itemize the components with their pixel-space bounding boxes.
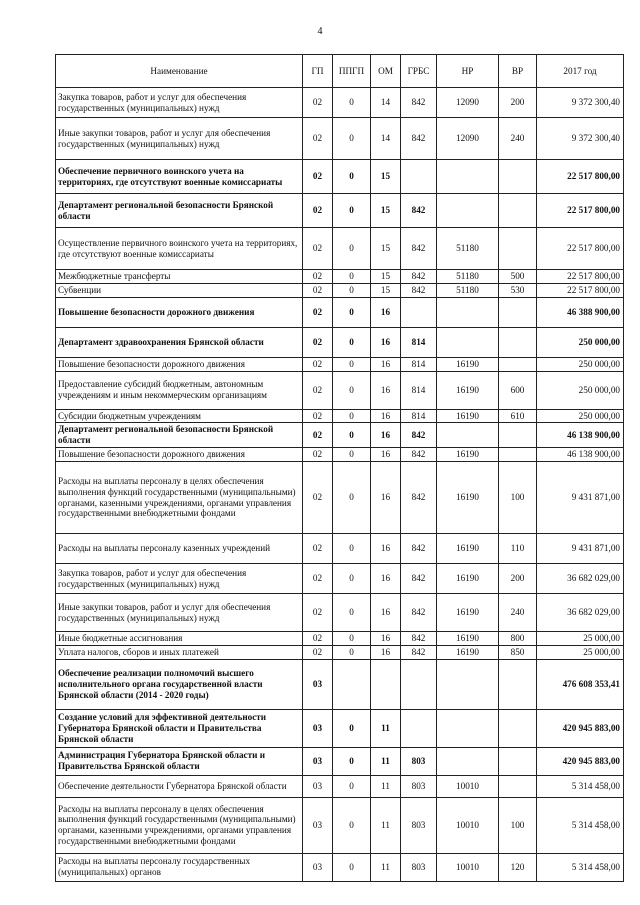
table-row xyxy=(56,632,624,646)
cell-om: 16 xyxy=(371,371,401,409)
cell-grbs: 803 xyxy=(401,853,437,881)
cell-nr: 16190 xyxy=(437,645,499,659)
table-row xyxy=(56,747,624,775)
cell-ppgp: 0 xyxy=(333,88,371,118)
cell-name: Иные бюджетные ассигнования xyxy=(56,632,303,646)
cell-gp: 02 xyxy=(303,534,333,564)
cell-vr xyxy=(499,747,537,775)
cell-name: Иные закупки товаров, работ и услуг для обеспечения государственных (муниципальных) нужд xyxy=(56,118,303,160)
cell-grbs: 842 xyxy=(401,194,437,228)
table-row xyxy=(56,709,624,747)
cell-nr: 16190 xyxy=(437,462,499,534)
cell-om: 16 xyxy=(371,534,401,564)
cell-vr xyxy=(499,448,537,462)
cell-name: Повышение безопасности дорожного движения xyxy=(56,448,303,462)
table-row xyxy=(56,371,624,409)
budget-table xyxy=(55,54,624,882)
cell-ppgp: 0 xyxy=(333,270,371,284)
cell-name: Расходы на выплаты персоналу в целях обеспечения выполнения функций государственными (муниципальными) органами, казенными учреждениями, органами управления государственными внебюджетными фондами xyxy=(56,797,303,853)
cell-gp: 02 xyxy=(303,409,333,423)
cell-grbs: 803 xyxy=(401,797,437,853)
cell-ppgp: 0 xyxy=(333,194,371,228)
cell-ppgp: 0 xyxy=(333,448,371,462)
cell-name: Расходы на выплаты персоналу казенных учреждений xyxy=(56,534,303,564)
table-row xyxy=(56,853,624,881)
cell-nr xyxy=(437,659,499,709)
table-row xyxy=(56,645,624,659)
cell-grbs: 842 xyxy=(401,462,437,534)
cell-grbs xyxy=(401,659,437,709)
cell-vr: 610 xyxy=(499,409,537,423)
cell-name: Межбюджетные трансферты xyxy=(56,270,303,284)
cell-vr: 800 xyxy=(499,632,537,646)
table-row xyxy=(56,194,624,228)
cell-grbs: 814 xyxy=(401,327,437,357)
cell-ppgp: 0 xyxy=(333,462,371,534)
cell-nr: 16190 xyxy=(437,448,499,462)
cell-grbs xyxy=(401,297,437,327)
cell-gp: 02 xyxy=(303,297,333,327)
cell-vr: 240 xyxy=(499,118,537,160)
header-vr: ВР xyxy=(499,55,537,88)
cell-nr: 12090 xyxy=(437,118,499,160)
cell-gp: 02 xyxy=(303,270,333,284)
table-row xyxy=(56,534,624,564)
header-grbs: ГРБС xyxy=(401,55,437,88)
cell-grbs: 842 xyxy=(401,270,437,284)
cell-om: 16 xyxy=(371,327,401,357)
cell-grbs: 842 xyxy=(401,228,437,270)
cell-grbs: 814 xyxy=(401,371,437,409)
cell-vr: 240 xyxy=(499,594,537,632)
cell-nr: 16190 xyxy=(437,632,499,646)
cell-grbs: 842 xyxy=(401,423,437,448)
cell-gp: 02 xyxy=(303,594,333,632)
cell-amount: 46 138 900,00 xyxy=(537,423,624,448)
header-gp: ГП xyxy=(303,55,333,88)
cell-name: Иные закупки товаров, работ и услуг для обеспечения государственных (муниципальных) нужд xyxy=(56,594,303,632)
cell-amount: 5 314 458,00 xyxy=(537,775,624,797)
cell-vr xyxy=(499,357,537,371)
table-row xyxy=(56,594,624,632)
cell-vr: 110 xyxy=(499,534,537,564)
cell-amount: 22 517 800,00 xyxy=(537,270,624,284)
cell-vr: 120 xyxy=(499,853,537,881)
cell-nr: 16190 xyxy=(437,534,499,564)
cell-gp: 02 xyxy=(303,371,333,409)
cell-om: 11 xyxy=(371,853,401,881)
cell-amount: 9 372 300,40 xyxy=(537,88,624,118)
cell-ppgp: 0 xyxy=(333,564,371,594)
cell-amount: 476 608 353,41 xyxy=(537,659,624,709)
cell-ppgp: 0 xyxy=(333,853,371,881)
table-row xyxy=(56,228,624,270)
cell-ppgp: 0 xyxy=(333,797,371,853)
cell-om: 16 xyxy=(371,448,401,462)
cell-om: 14 xyxy=(371,118,401,160)
cell-vr xyxy=(499,423,537,448)
cell-amount: 5 314 458,00 xyxy=(537,797,624,853)
cell-name: Создание условий для эффективной деятельности Губернатора Брянской области и Правительства Брянской области xyxy=(56,709,303,747)
cell-grbs: 842 xyxy=(401,283,437,297)
cell-amount: 9 431 871,00 xyxy=(537,534,624,564)
cell-nr: 10010 xyxy=(437,775,499,797)
cell-gp: 02 xyxy=(303,357,333,371)
cell-amount: 46 388 900,00 xyxy=(537,297,624,327)
cell-vr: 200 xyxy=(499,564,537,594)
cell-name: Обеспечение реализации полномочий высшего исполнительного органа государственной власти Брянской области (2014 - 2020 годы) xyxy=(56,659,303,709)
cell-ppgp: 0 xyxy=(333,632,371,646)
cell-om: 15 xyxy=(371,283,401,297)
cell-ppgp xyxy=(333,659,371,709)
header-year: 2017 год xyxy=(537,55,624,88)
header-nr: НР xyxy=(437,55,499,88)
cell-name: Закупка товаров, работ и услуг для обеспечения государственных (муниципальных) нужд xyxy=(56,564,303,594)
cell-om: 15 xyxy=(371,160,401,194)
cell-om: 15 xyxy=(371,270,401,284)
cell-ppgp: 0 xyxy=(333,534,371,564)
cell-vr xyxy=(499,709,537,747)
cell-grbs xyxy=(401,709,437,747)
cell-gp: 02 xyxy=(303,448,333,462)
cell-name: Обеспечение первичного воинского учета на территориях, где отсутствуют военные комиссариаты xyxy=(56,160,303,194)
cell-grbs: 814 xyxy=(401,357,437,371)
cell-nr xyxy=(437,160,499,194)
table-header-row xyxy=(56,55,624,88)
cell-grbs: 842 xyxy=(401,88,437,118)
cell-amount: 420 945 883,00 xyxy=(537,709,624,747)
table-row xyxy=(56,327,624,357)
cell-ppgp: 0 xyxy=(333,594,371,632)
cell-nr: 16190 xyxy=(437,371,499,409)
cell-ppgp: 0 xyxy=(333,371,371,409)
cell-name: Уплата налогов, сборов и иных платежей xyxy=(56,645,303,659)
cell-gp: 03 xyxy=(303,775,333,797)
cell-ppgp: 0 xyxy=(333,283,371,297)
cell-om: 16 xyxy=(371,357,401,371)
cell-om: 16 xyxy=(371,632,401,646)
cell-om: 11 xyxy=(371,775,401,797)
cell-name: Расходы на выплаты персоналу в целях обеспечения выполнения функций государственными (муниципальными) органами, казенными учреждениями, органами управления государственными внебюджетными фондами xyxy=(56,462,303,534)
cell-name: Администрация Губернатора Брянской области и Правительства Брянской области xyxy=(56,747,303,775)
cell-gp: 02 xyxy=(303,632,333,646)
table-row xyxy=(56,88,624,118)
cell-vr: 100 xyxy=(499,462,537,534)
table-row xyxy=(56,423,624,448)
cell-om: 16 xyxy=(371,594,401,632)
cell-amount: 5 314 458,00 xyxy=(537,853,624,881)
header-om: ОМ xyxy=(371,55,401,88)
cell-amount: 25 000,00 xyxy=(537,645,624,659)
cell-gp: 02 xyxy=(303,462,333,534)
cell-name: Осуществление первичного воинского учета на территориях, где отсутствуют военные комиссариаты xyxy=(56,228,303,270)
cell-vr xyxy=(499,297,537,327)
cell-grbs: 814 xyxy=(401,409,437,423)
cell-vr: 850 xyxy=(499,645,537,659)
cell-nr: 51180 xyxy=(437,270,499,284)
cell-ppgp: 0 xyxy=(333,409,371,423)
table-row xyxy=(56,564,624,594)
cell-ppgp: 0 xyxy=(333,228,371,270)
cell-vr xyxy=(499,775,537,797)
cell-gp: 02 xyxy=(303,564,333,594)
cell-gp: 02 xyxy=(303,228,333,270)
cell-ppgp: 0 xyxy=(333,160,371,194)
cell-nr: 10010 xyxy=(437,797,499,853)
table-row xyxy=(56,775,624,797)
cell-grbs: 842 xyxy=(401,118,437,160)
page-number: 4 xyxy=(317,26,323,37)
cell-name: Департамент региональной безопасности Брянской области xyxy=(56,423,303,448)
cell-ppgp: 0 xyxy=(333,775,371,797)
cell-grbs: 842 xyxy=(401,632,437,646)
cell-gp: 02 xyxy=(303,194,333,228)
cell-vr xyxy=(499,194,537,228)
table-row xyxy=(56,448,624,462)
cell-amount: 9 431 871,00 xyxy=(537,462,624,534)
cell-gp: 03 xyxy=(303,853,333,881)
cell-grbs: 842 xyxy=(401,534,437,564)
cell-ppgp: 0 xyxy=(333,297,371,327)
table-row xyxy=(56,659,624,709)
cell-gp: 03 xyxy=(303,797,333,853)
cell-name: Закупка товаров, работ и услуг для обеспечения государственных (муниципальных) нужд xyxy=(56,88,303,118)
header-ppgp: ППГП xyxy=(333,55,371,88)
cell-gp: 03 xyxy=(303,709,333,747)
cell-om: 16 xyxy=(371,423,401,448)
table-row xyxy=(56,270,624,284)
cell-amount: 9 372 300,40 xyxy=(537,118,624,160)
cell-vr: 100 xyxy=(499,797,537,853)
table-row xyxy=(56,409,624,423)
table-row xyxy=(56,797,624,853)
cell-vr: 600 xyxy=(499,371,537,409)
cell-amount: 22 517 800,00 xyxy=(537,228,624,270)
cell-vr: 200 xyxy=(499,88,537,118)
cell-ppgp: 0 xyxy=(333,357,371,371)
cell-nr: 12090 xyxy=(437,88,499,118)
cell-name: Повышение безопасности дорожного движения xyxy=(56,297,303,327)
cell-grbs: 842 xyxy=(401,594,437,632)
cell-om: 16 xyxy=(371,409,401,423)
cell-grbs: 803 xyxy=(401,775,437,797)
cell-name: Департамент здравоохранения Брянской области xyxy=(56,327,303,357)
cell-om: 11 xyxy=(371,747,401,775)
cell-name: Расходы на выплаты персоналу государственных (муниципальных) органов xyxy=(56,853,303,881)
cell-om: 11 xyxy=(371,797,401,853)
table-row xyxy=(56,283,624,297)
cell-name: Департамент региональной безопасности Брянской области xyxy=(56,194,303,228)
cell-om: 14 xyxy=(371,88,401,118)
cell-amount: 250 000,00 xyxy=(537,357,624,371)
cell-name: Субсидии бюджетным учреждениям xyxy=(56,409,303,423)
table-row xyxy=(56,462,624,534)
cell-amount: 22 517 800,00 xyxy=(537,160,624,194)
cell-om: 11 xyxy=(371,709,401,747)
cell-om: 15 xyxy=(371,194,401,228)
cell-gp: 02 xyxy=(303,118,333,160)
cell-ppgp: 0 xyxy=(333,327,371,357)
table-row xyxy=(56,357,624,371)
cell-nr xyxy=(437,709,499,747)
cell-gp: 02 xyxy=(303,327,333,357)
header-name: Наименование xyxy=(56,55,303,88)
cell-om xyxy=(371,659,401,709)
cell-nr xyxy=(437,423,499,448)
cell-nr: 16190 xyxy=(437,564,499,594)
cell-nr: 16190 xyxy=(437,409,499,423)
cell-vr xyxy=(499,327,537,357)
cell-name: Предоставление субсидий бюджетным, автономным учреждениям и иным некоммерческим организациям xyxy=(56,371,303,409)
cell-ppgp: 0 xyxy=(333,645,371,659)
cell-name: Повышение безопасности дорожного движения xyxy=(56,357,303,371)
cell-nr xyxy=(437,297,499,327)
cell-amount: 250 000,00 xyxy=(537,409,624,423)
cell-om: 16 xyxy=(371,645,401,659)
cell-grbs xyxy=(401,160,437,194)
cell-gp: 02 xyxy=(303,645,333,659)
cell-om: 16 xyxy=(371,564,401,594)
cell-vr xyxy=(499,659,537,709)
cell-om: 16 xyxy=(371,297,401,327)
table-row xyxy=(56,118,624,160)
cell-vr: 500 xyxy=(499,270,537,284)
cell-nr xyxy=(437,194,499,228)
table-row xyxy=(56,160,624,194)
cell-amount: 36 682 029,00 xyxy=(537,564,624,594)
cell-gp: 03 xyxy=(303,747,333,775)
cell-ppgp: 0 xyxy=(333,747,371,775)
cell-gp: 02 xyxy=(303,160,333,194)
cell-amount: 46 138 900,00 xyxy=(537,448,624,462)
cell-nr xyxy=(437,327,499,357)
cell-amount: 25 000,00 xyxy=(537,632,624,646)
cell-gp: 03 xyxy=(303,659,333,709)
cell-nr xyxy=(437,747,499,775)
cell-grbs: 842 xyxy=(401,448,437,462)
cell-ppgp: 0 xyxy=(333,118,371,160)
cell-om: 15 xyxy=(371,228,401,270)
cell-ppgp: 0 xyxy=(333,423,371,448)
cell-grbs: 842 xyxy=(401,645,437,659)
cell-gp: 02 xyxy=(303,423,333,448)
cell-name: Обеспечение деятельности Губернатора Брянской области xyxy=(56,775,303,797)
cell-grbs: 842 xyxy=(401,564,437,594)
cell-vr xyxy=(499,228,537,270)
cell-amount: 22 517 800,00 xyxy=(537,194,624,228)
cell-ppgp: 0 xyxy=(333,709,371,747)
table-row xyxy=(56,297,624,327)
cell-amount: 420 945 883,00 xyxy=(537,747,624,775)
cell-grbs: 803 xyxy=(401,747,437,775)
cell-amount: 250 000,00 xyxy=(537,327,624,357)
cell-amount: 250 000,00 xyxy=(537,371,624,409)
cell-nr: 16190 xyxy=(437,594,499,632)
cell-nr: 51180 xyxy=(437,228,499,270)
cell-name: Субвенции xyxy=(56,283,303,297)
cell-gp: 02 xyxy=(303,88,333,118)
cell-vr: 530 xyxy=(499,283,537,297)
cell-nr: 51180 xyxy=(437,283,499,297)
cell-amount: 36 682 029,00 xyxy=(537,594,624,632)
cell-gp: 02 xyxy=(303,283,333,297)
cell-amount: 22 517 800,00 xyxy=(537,283,624,297)
cell-nr: 10010 xyxy=(437,853,499,881)
cell-nr: 16190 xyxy=(437,357,499,371)
cell-vr xyxy=(499,160,537,194)
cell-om: 16 xyxy=(371,462,401,534)
